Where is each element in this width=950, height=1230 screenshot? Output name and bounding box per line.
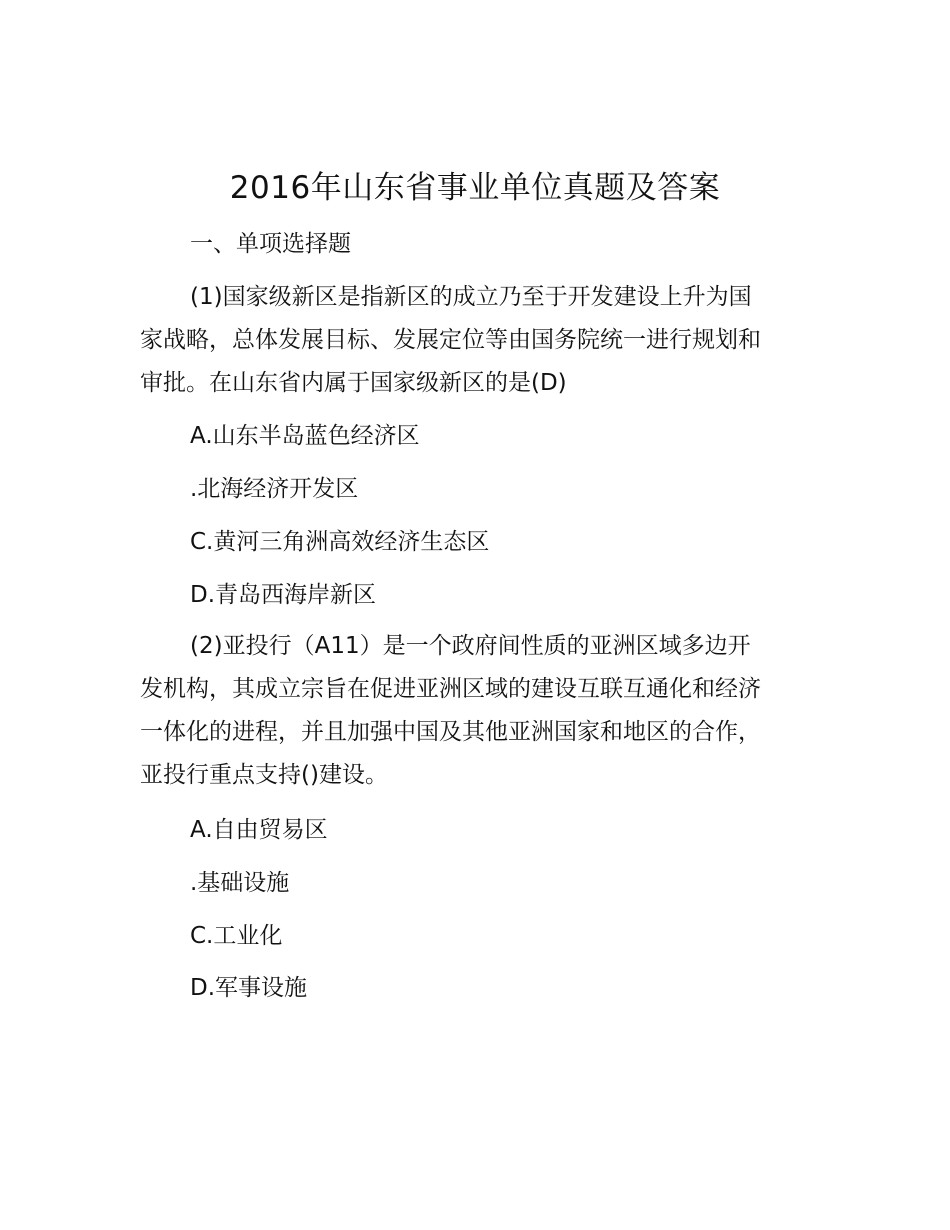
question-2-stem-line: 一体化的进程，并且加强中国及其他亚洲国家和地区的合作， bbox=[140, 719, 761, 745]
question-1-option-b: .北海经济开发区 bbox=[190, 476, 359, 502]
question-1-option-c: C.黄河三角洲高效经济生态区 bbox=[190, 529, 490, 555]
question-2-stem-line: 亚投行重点支持()建设。 bbox=[140, 762, 388, 788]
question-2-stem-line: 发机构，其成立宗旨在促进亚洲区域的建设互联互通化和经济 bbox=[140, 676, 761, 702]
section-heading: 一、单项选择题 bbox=[190, 231, 351, 257]
question-1-option-a: A.山东半岛蓝色经济区 bbox=[190, 423, 420, 449]
question-2-option-a: A.自由贸易区 bbox=[190, 817, 328, 843]
question-2-stem-line: (2)亚投行（A11）是一个政府间性质的亚洲区域多边开 bbox=[190, 633, 751, 659]
question-2-option-d: D.军事设施 bbox=[190, 975, 308, 1001]
question-1-stem-line: (1)国家级新区是指新区的成立乃至于开发建设上升为国 bbox=[190, 284, 752, 310]
question-1-stem-line: 审批。在山东省内属于国家级新区的是(D) bbox=[140, 370, 567, 396]
document-title: 2016年山东省事业单位真题及答案 bbox=[229, 170, 721, 206]
question-2-option-c: C.工业化 bbox=[190, 923, 283, 949]
question-2-stem bbox=[140, 625, 815, 797]
question-1-stem bbox=[140, 276, 815, 405]
question-1-option-d: D.青岛西海岸新区 bbox=[190, 582, 377, 608]
question-1-stem-line: 家战略，总体发展目标、发展定位等由国务院统一进行规划和 bbox=[140, 327, 761, 353]
question-2-option-b: .基础设施 bbox=[190, 870, 290, 896]
